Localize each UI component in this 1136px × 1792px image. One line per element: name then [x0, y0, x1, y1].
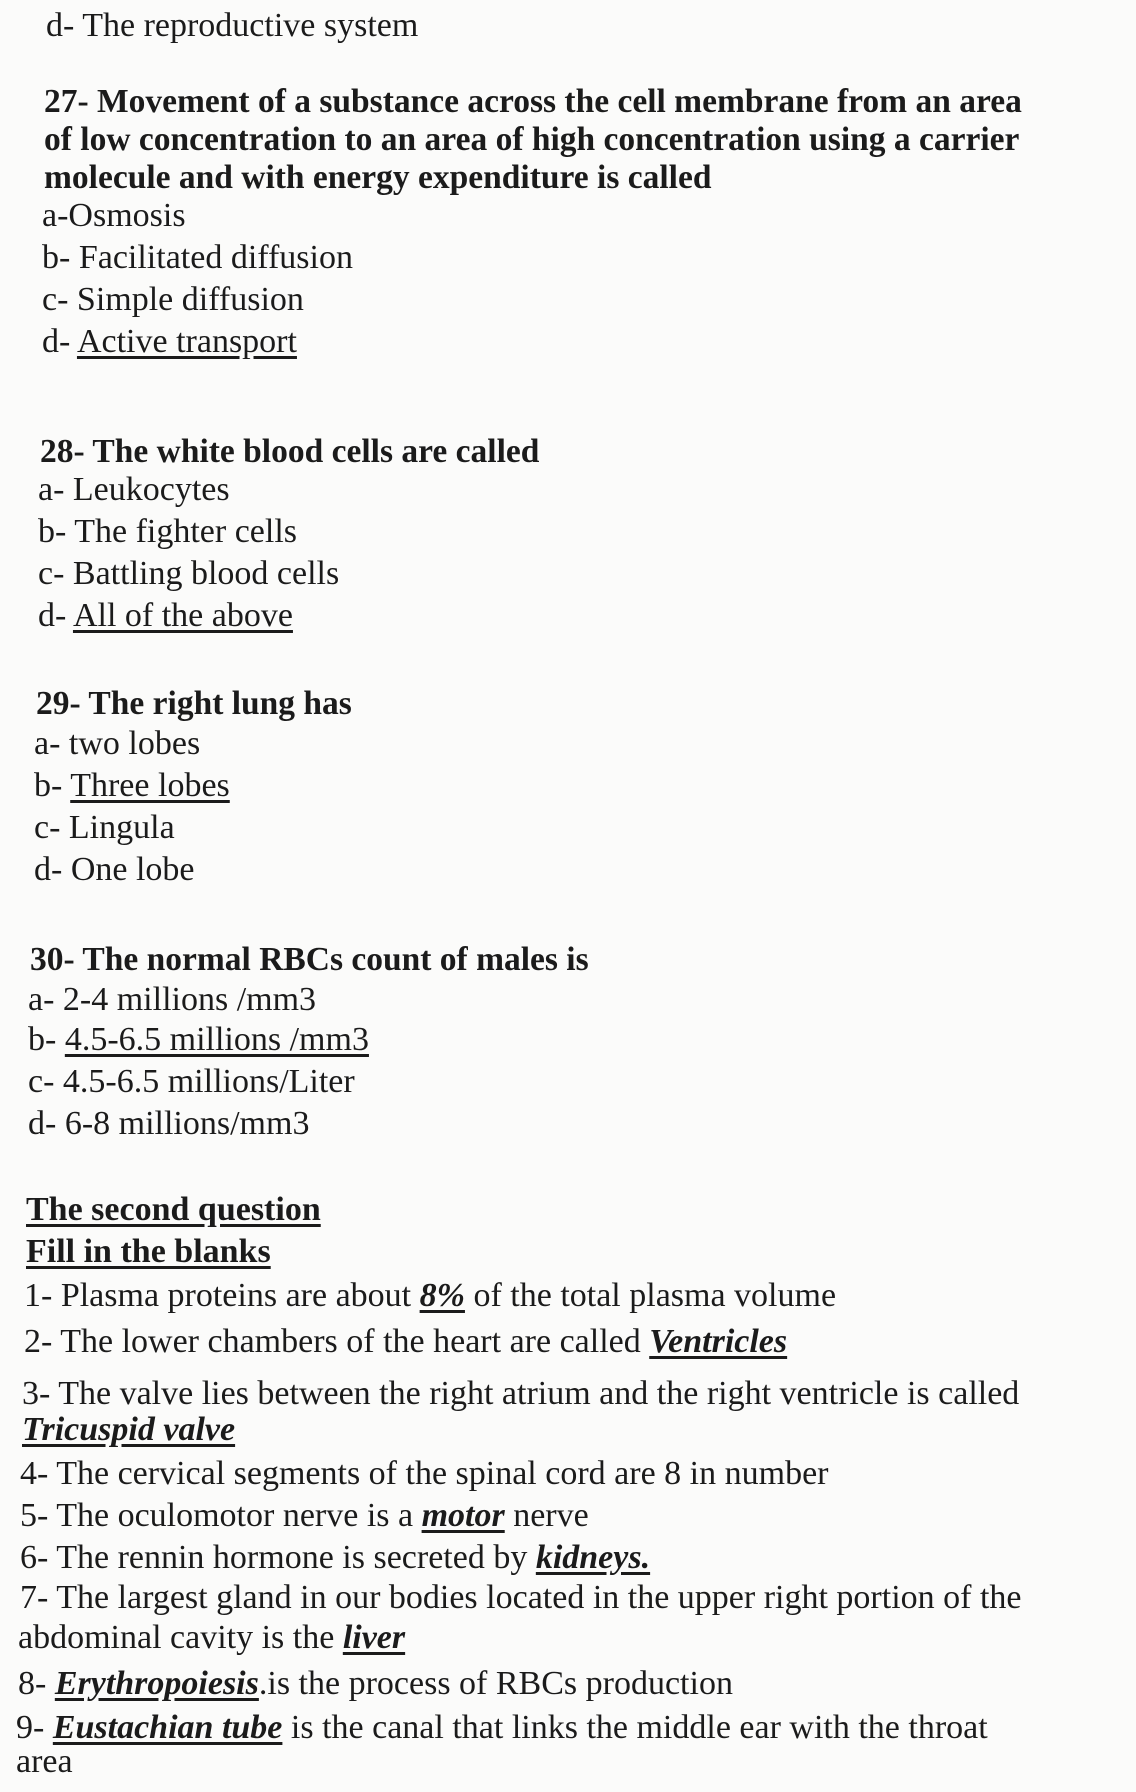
q27-option-d-prefix: d- [42, 323, 77, 360]
blank-6-answer: kidneys. [535, 1539, 651, 1576]
blank-item-6 [20, 1538, 650, 1578]
blank-9-answer: Eustachian tube [52, 1709, 283, 1746]
q28-option-d-prefix: d- [38, 597, 73, 634]
blank-9-text-pre: 9- [16, 1709, 53, 1746]
blank-item-7-line-1: 7- The largest gland in our bodies located in the upper right portion of the [20, 1579, 1022, 1616]
blank-item-1 [24, 1276, 836, 1316]
blank-item-2 [24, 1322, 787, 1362]
q29-option-b [34, 766, 230, 806]
q27-option-b: b- Facilitated diffusion [42, 239, 353, 276]
q30-answer: 4.5-6.5 millions /mm3 [64, 1021, 369, 1058]
q30-option-b-prefix: b- [28, 1021, 65, 1058]
blank-5-text-pre: 5- The oculomotor nerve is a [20, 1497, 422, 1534]
q28-option-a: a- Leukocytes [38, 471, 230, 508]
blank-1-text-post: of the total plasma volume [464, 1277, 837, 1314]
blank-5-text-post: nerve [504, 1497, 589, 1534]
section-heading: The second question [26, 1191, 321, 1228]
q30-stem: 30- The normal RBCs count of males is [30, 941, 589, 978]
blank-1-answer: 8% [419, 1277, 465, 1314]
blank-8-text-pre: 8- [18, 1665, 55, 1702]
blank-7-answer: liver [342, 1619, 406, 1656]
q27-option-d [42, 322, 297, 362]
q28-option-c: c- Battling blood cells [38, 555, 340, 592]
blank-7-text-pre: abdominal cavity is the [18, 1619, 343, 1656]
blank-6-text-pre: 6- The rennin hormone is secreted by [20, 1539, 536, 1576]
blank-item-4: 4- The cervical segments of the spinal cord are 8 in number [20, 1455, 829, 1492]
q27-option-a: a-Osmosis [42, 197, 186, 234]
blank-item-7-line-2 [18, 1618, 405, 1658]
q30-option-c: c- 4.5-6.5 millions/Liter [28, 1063, 355, 1100]
blank-item-8 [18, 1664, 733, 1704]
blank-1-text-pre: 1- Plasma proteins are about [24, 1277, 420, 1314]
q30-option-a: a- 2-4 millions /mm3 [28, 981, 317, 1018]
blank-item-3-line-2 [22, 1410, 235, 1450]
q27-stem-line-2: of low concentration to an area of high concentration using a carrier [44, 121, 1020, 158]
blank-2-text-pre: 2- The lower chambers of the heart are called [24, 1323, 650, 1360]
q29-option-a: a- two lobes [34, 725, 201, 762]
blank-item-9-line-2: area [16, 1743, 73, 1780]
q28-option-b: b- The fighter cells [38, 513, 298, 550]
blank-5-answer: motor [421, 1497, 505, 1534]
blank-item-5 [20, 1496, 589, 1536]
q28-option-d [38, 596, 293, 636]
q27-option-c: c- Simple diffusion [42, 281, 304, 318]
q29-stem: 29- The right lung has [36, 685, 352, 722]
blank-item-9-line-1 [16, 1708, 988, 1748]
q27-answer: Active transport [76, 323, 297, 360]
blank-9-text-post: is the canal that links the middle ear with the throat [282, 1709, 988, 1746]
q30-option-b [28, 1020, 369, 1060]
q26-option-d: d- The reproductive system [46, 7, 419, 44]
blank-8-answer: Erythropoiesis [54, 1665, 259, 1702]
q29-option-c: c- Lingula [34, 809, 175, 846]
q29-option-b-prefix: b- [34, 767, 71, 804]
q28-answer: All of the above [72, 597, 293, 634]
q29-answer: Three lobes [70, 767, 230, 804]
q29-option-d: d- One lobe [34, 851, 195, 888]
q27-stem-line-1: 27- Movement of a substance across the cell membrane from an area [44, 83, 1022, 120]
q28-stem: 28- The white blood cells are called [40, 433, 540, 470]
blank-3-answer: Tricuspid valve [22, 1411, 236, 1448]
q30-option-d: d- 6-8 millions/mm3 [28, 1105, 310, 1142]
blank-item-3-line-1: 3- The valve lies between the right atrium and the right ventricle is called [22, 1375, 1020, 1412]
q27-stem-line-3: molecule and with energy expenditure is called [44, 159, 712, 196]
blank-2-answer: Ventricles [649, 1323, 788, 1360]
section-subheading: Fill in the blanks [26, 1233, 271, 1270]
blank-8-text-post: .is the process of RBCs production [258, 1665, 733, 1702]
